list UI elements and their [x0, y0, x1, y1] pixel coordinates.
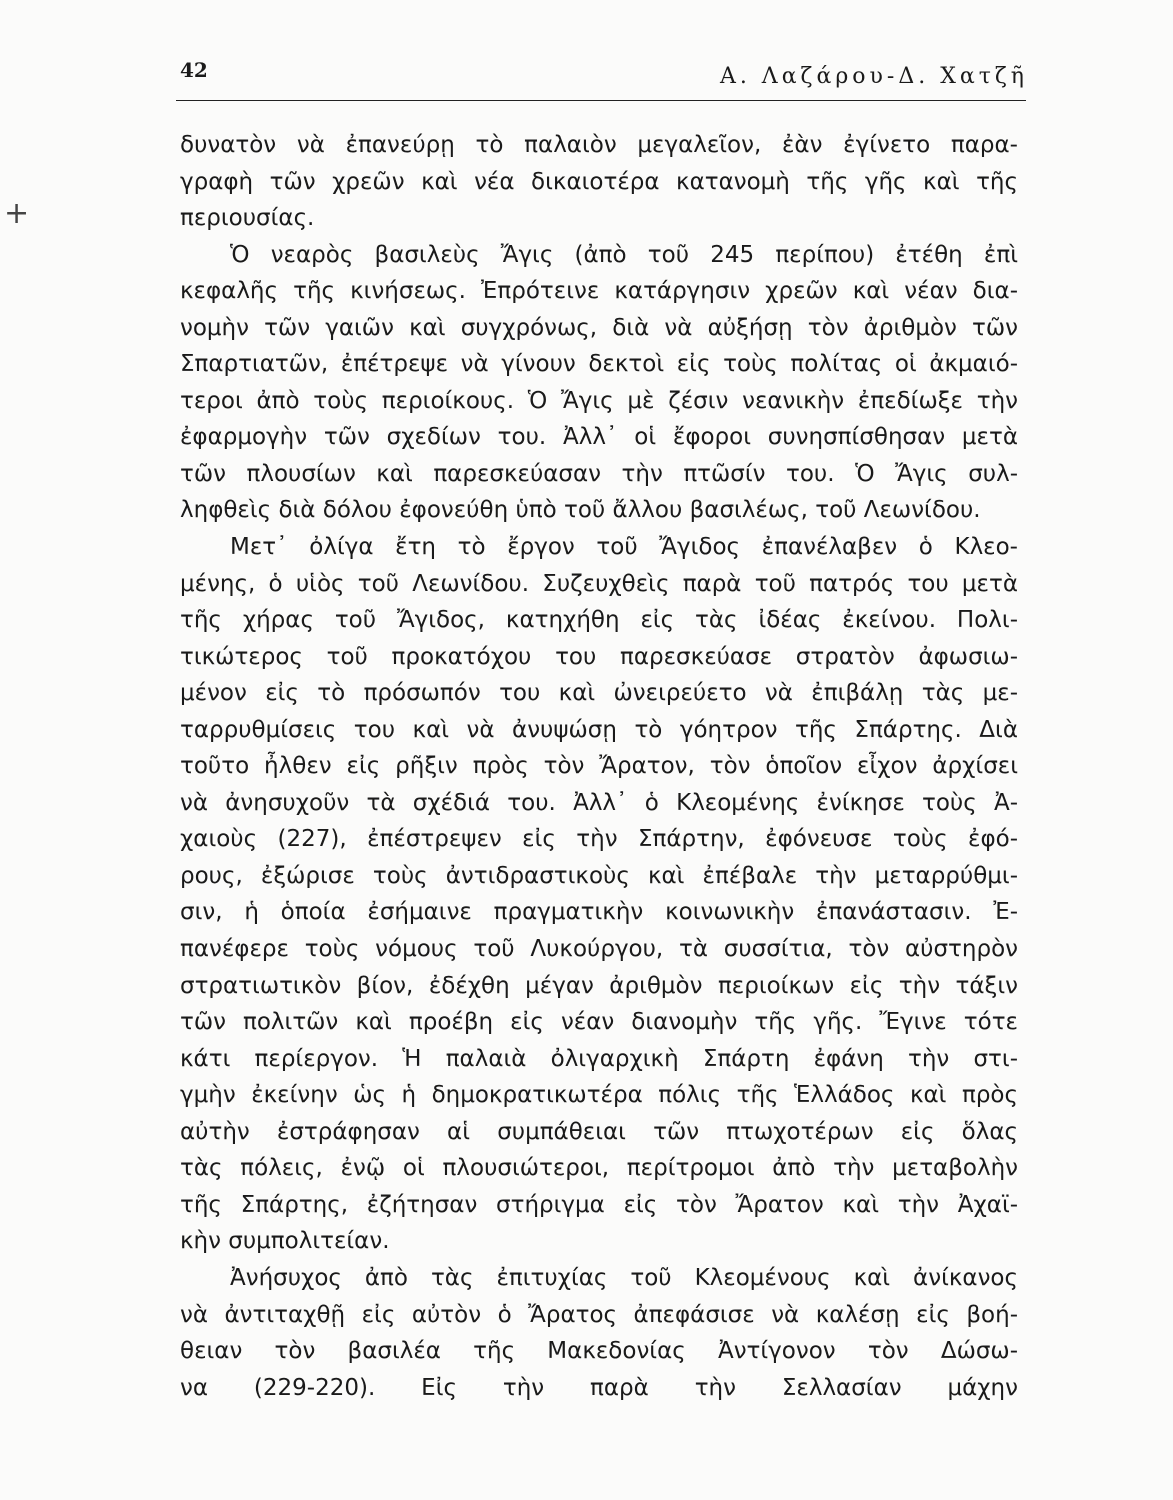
text-line: δυνατὸν νὰ ἐπανεύρῃ τὸ παλαιὸν μεγαλεῖον, ἐὰν ἐγίνετο παρα-: [180, 132, 1018, 158]
running-head: Α. Λαζάρου-Δ. Χατζῆ: [719, 64, 1028, 89]
text-line: ἐφαρμογὴν τῶν σχεδίων του. Ἀλλ᾽ οἱ ἔφοροι συνησπίσθησαν μετὰ: [180, 424, 1018, 451]
text-line: Μετ᾽ ὀλίγα ἔτη τὸ ἔργον τοῦ Ἄγιδος ἐπανέλαβεν ὁ Κλεο-: [230, 534, 1018, 561]
text-line: νὰ ἀντιταχθῇ εἰς αὐτὸν ὁ Ἄρατος ἀπεφάσισε νὰ καλέσῃ εἰς βοή-: [180, 1301, 1018, 1328]
text-line: θειαν τὸν βασιλέα τῆς Μακεδονίας Ἀντίγονον τὸν Δώσω-: [180, 1338, 1018, 1365]
text-line: χαιοὺς (227), ἐπέστρεψεν εἰς τὴν Σπάρτην, ἐφόνευσε τοὺς ἐφό-: [180, 826, 1018, 853]
text-line: μένον εἰς τὸ πρόσωπόν του καὶ ὠνειρεύετο νὰ ἐπιβάλῃ τὰς με-: [180, 680, 1018, 707]
text-line: περιουσίας.: [180, 205, 315, 232]
text-line: Σπαρτιατῶν, ἐπέτρεψε νὰ γίνουν δεκτοὶ εἰς τοὺς πολίτας οἱ ἀκμαιό-: [180, 351, 1018, 378]
text-line: νὰ ἀνησυχοῦν τὰ σχέδιά του. Ἀλλ᾽ ὁ Κλεομένης ἐνίκησε τοὺς Ἀ-: [180, 789, 1018, 816]
text-line: ρους, ἐξώρισε τοὺς ἀντιδραστικοὺς καὶ ἐπέβαλε τὴν μεταρρύθμι-: [180, 862, 1018, 889]
text-line: κὴν συμπολιτείαν.: [180, 1228, 390, 1255]
text-line: αὐτὴν ἐστράφησαν αἱ συμπάθειαι τῶν πτωχοτέρων εἰς ὅλας: [180, 1118, 1018, 1145]
text-line: νομὴν τῶν γαιῶν καὶ συγχρόνως, διὰ νὰ αὐξήσῃ τὸν ἀριθμὸν τῶν: [180, 314, 1018, 341]
text-line: τικώτερος τοῦ προκατόχου του παρεσκεύασε στρατὸν ἀφωσιω-: [180, 643, 1018, 670]
text-line: ταρρυθμίσεις του καὶ νὰ ἀνυψώσῃ τὸ γόητρον τῆς Σπάρτης. Διὰ: [180, 716, 1018, 743]
text-line: τὰς πόλεις, ἐνῷ οἱ πλουσιώτεροι, περίτρομοι ἀπὸ τὴν μεταβολὴν: [180, 1155, 1018, 1182]
text-line: πανέφερε τοὺς νόμους τοῦ Λυκούργου, τὰ συσσίτια, τὸν αὐστηρὸν: [180, 936, 1018, 963]
text-line: γραφὴ τῶν χρεῶν καὶ νέα δικαιοτέρα κατανομὴ τῆς γῆς καὶ τῆς: [180, 168, 1018, 195]
text-line: γμὴν ἐκείνην ὡς ἡ δημοκρατικωτέρα πόλις τῆς Ἑλλάδος καὶ πρὸς: [180, 1082, 1018, 1109]
text-line: τῆς Σπάρτης, ἐζήτησαν στήριγμα εἰς τὸν Ἄρατον καὶ τὴν Ἀχαϊ-: [180, 1191, 1018, 1218]
text-line: Ὁ νεαρὸς βασιλεὺς Ἄγις (ἀπὸ τοῦ 245 περίπου) ἐτέθη ἐπὶ: [230, 241, 1018, 268]
text-line: κεφαλῆς τῆς κινήσεως. Ἐπρότεινε κατάργησιν χρεῶν καὶ νέαν δια-: [180, 278, 1018, 305]
text-line: ληφθεὶς διὰ δόλου ἐφονεύθη ὑπὸ τοῦ ἄλλου βασιλέως, τοῦ Λεωνίδου.: [180, 497, 981, 524]
text-line: τοῦτο ἦλθεν εἰς ρῆξιν πρὸς τὸν Ἄρατον, τὸν ὁποῖον εἶχον ἀρχίσει: [180, 753, 1018, 780]
body-text: [180, 127, 1018, 1406]
header-rule: [176, 100, 1026, 101]
handwritten-plus-mark: +: [4, 196, 30, 231]
text-line: τῶν πολιτῶν καὶ προέβη εἰς νέαν διανομὴν τῆς γῆς. Ἔγινε τότε: [180, 1009, 1018, 1036]
text-line: να (229-220). Εἰς τὴν παρὰ τὴν Σελλασίαν μάχην: [180, 1374, 1018, 1401]
text-line: τεροι ἀπὸ τοὺς περιοίκους. Ὁ Ἄγις μὲ ζέσιν νεανικὴν ἐπεδίωξε τὴν: [180, 387, 1018, 414]
text-line: τῆς χήρας τοῦ Ἄγιδος, κατηχήθη εἰς τὰς ἰδέας ἐκείνου. Πολι-: [180, 607, 1018, 634]
page-number: 42: [180, 58, 208, 82]
text-line: μένης, ὁ υἱὸς τοῦ Λεωνίδου. Συζευχθεὶς παρὰ τοῦ πατρός του μετὰ: [180, 570, 1018, 597]
text-line: Ἀνήσυχος ἀπὸ τὰς ἐπιτυχίας τοῦ Κλεομένους καὶ ἀνίκανος: [230, 1264, 1018, 1291]
text-line: τῶν πλουσίων καὶ παρεσκεύασαν τὴν πτῶσίν του. Ὁ Ἄγις συλ-: [180, 460, 1018, 487]
text-line: στρατιωτικὸν βίον, ἐδέχθη μέγαν ἀριθμὸν περιοίκων εἰς τὴν τάξιν: [180, 972, 1018, 999]
text-line: κάτι περίεργον. Ἡ παλαιὰ ὀλιγαρχικὴ Σπάρτη ἐφάνη τὴν στι-: [180, 1045, 1018, 1072]
text-line: σιν, ἡ ὁποία ἐσήμαινε πραγματικὴν κοινωνικὴν ἐπανάστασιν. Ἐ-: [180, 899, 1018, 926]
